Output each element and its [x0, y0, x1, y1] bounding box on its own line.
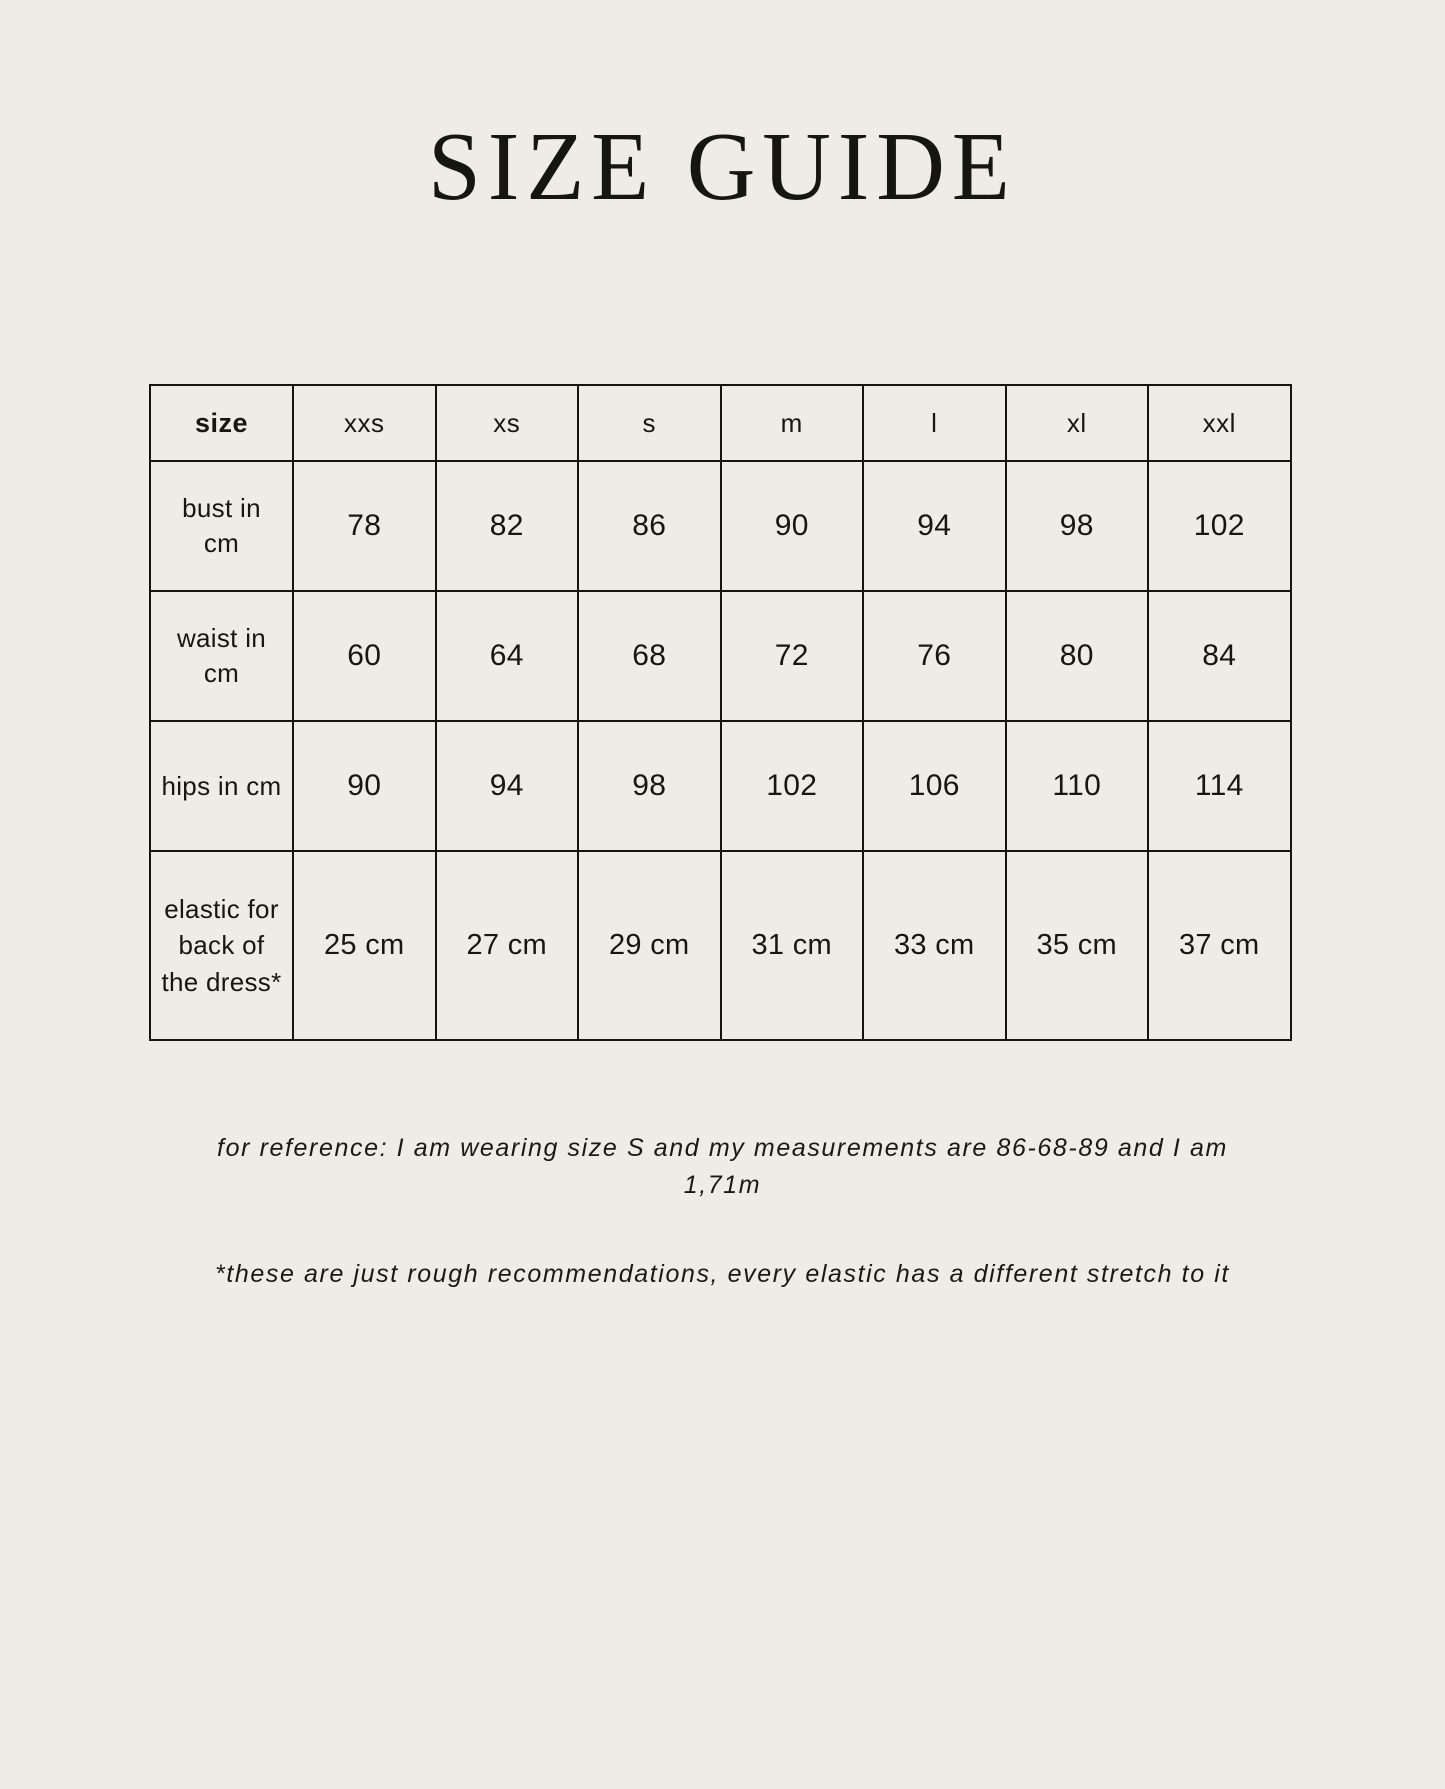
size-table-container — [149, 384, 1290, 1041]
cell-elastic-xs: 27 cm — [436, 851, 579, 1040]
column-header-xl: xl — [1006, 385, 1149, 461]
table-row-waist — [150, 591, 1291, 721]
cell-waist-xxl: 84 — [1148, 591, 1291, 721]
cell-hips-s: 98 — [578, 721, 721, 851]
column-header-xxl: xxl — [1148, 385, 1291, 461]
cell-waist-xs: 64 — [436, 591, 579, 721]
footnote-reference: for reference: I am wearing size S and my measurements are 86-68-89 and I am 1,71m — [217, 1134, 1228, 1199]
table-row-hips — [150, 721, 1291, 851]
column-header-size: size — [150, 385, 293, 461]
cell-waist-xl: 80 — [1006, 591, 1149, 721]
cell-bust-xxs: 78 — [293, 461, 436, 591]
cell-hips-xxs: 90 — [293, 721, 436, 851]
cell-elastic-xxl: 37 cm — [1148, 851, 1291, 1040]
cell-hips-xxl: 114 — [1148, 721, 1291, 851]
column-header-xs: xs — [436, 385, 579, 461]
page-title: SIZE GUIDE — [428, 113, 1017, 220]
table-header — [150, 385, 1291, 461]
footnote-disclaimer: *these are just rough recommendations, every elastic has a different stretch to it — [215, 1260, 1230, 1288]
page-title-container — [0, 0, 1445, 220]
cell-hips-xl: 110 — [1006, 721, 1149, 851]
column-header-m: m — [721, 385, 864, 461]
table-row-elastic — [150, 851, 1291, 1040]
footnotes-container — [0, 1130, 1445, 1293]
cell-elastic-l: 33 cm — [863, 851, 1006, 1040]
table-body — [150, 461, 1291, 1040]
cell-hips-l: 106 — [863, 721, 1006, 851]
cell-elastic-xxs: 25 cm — [293, 851, 436, 1040]
cell-bust-xxl: 102 — [1148, 461, 1291, 591]
cell-hips-xs: 94 — [436, 721, 579, 851]
cell-bust-m: 90 — [721, 461, 864, 591]
cell-elastic-s: 29 cm — [578, 851, 721, 1040]
table-row-bust — [150, 461, 1291, 591]
column-header-s: s — [578, 385, 721, 461]
cell-elastic-m: 31 cm — [721, 851, 864, 1040]
column-header-l: l — [863, 385, 1006, 461]
cell-hips-m: 102 — [721, 721, 864, 851]
row-label-elastic: elastic for back of the dress* — [150, 851, 293, 1040]
cell-waist-m: 72 — [721, 591, 864, 721]
row-label-hips: hips in cm — [150, 721, 293, 851]
cell-waist-xxs: 60 — [293, 591, 436, 721]
cell-waist-s: 68 — [578, 591, 721, 721]
cell-bust-xl: 98 — [1006, 461, 1149, 591]
cell-waist-l: 76 — [863, 591, 1006, 721]
cell-bust-xs: 82 — [436, 461, 579, 591]
cell-bust-s: 86 — [578, 461, 721, 591]
cell-elastic-xl: 35 cm — [1006, 851, 1149, 1040]
row-label-waist: waist in cm — [150, 591, 293, 721]
row-label-bust: bust in cm — [150, 461, 293, 591]
column-header-xxs: xxs — [293, 385, 436, 461]
size-chart-table — [149, 384, 1292, 1041]
cell-bust-l: 94 — [863, 461, 1006, 591]
table-header-row — [150, 385, 1291, 461]
